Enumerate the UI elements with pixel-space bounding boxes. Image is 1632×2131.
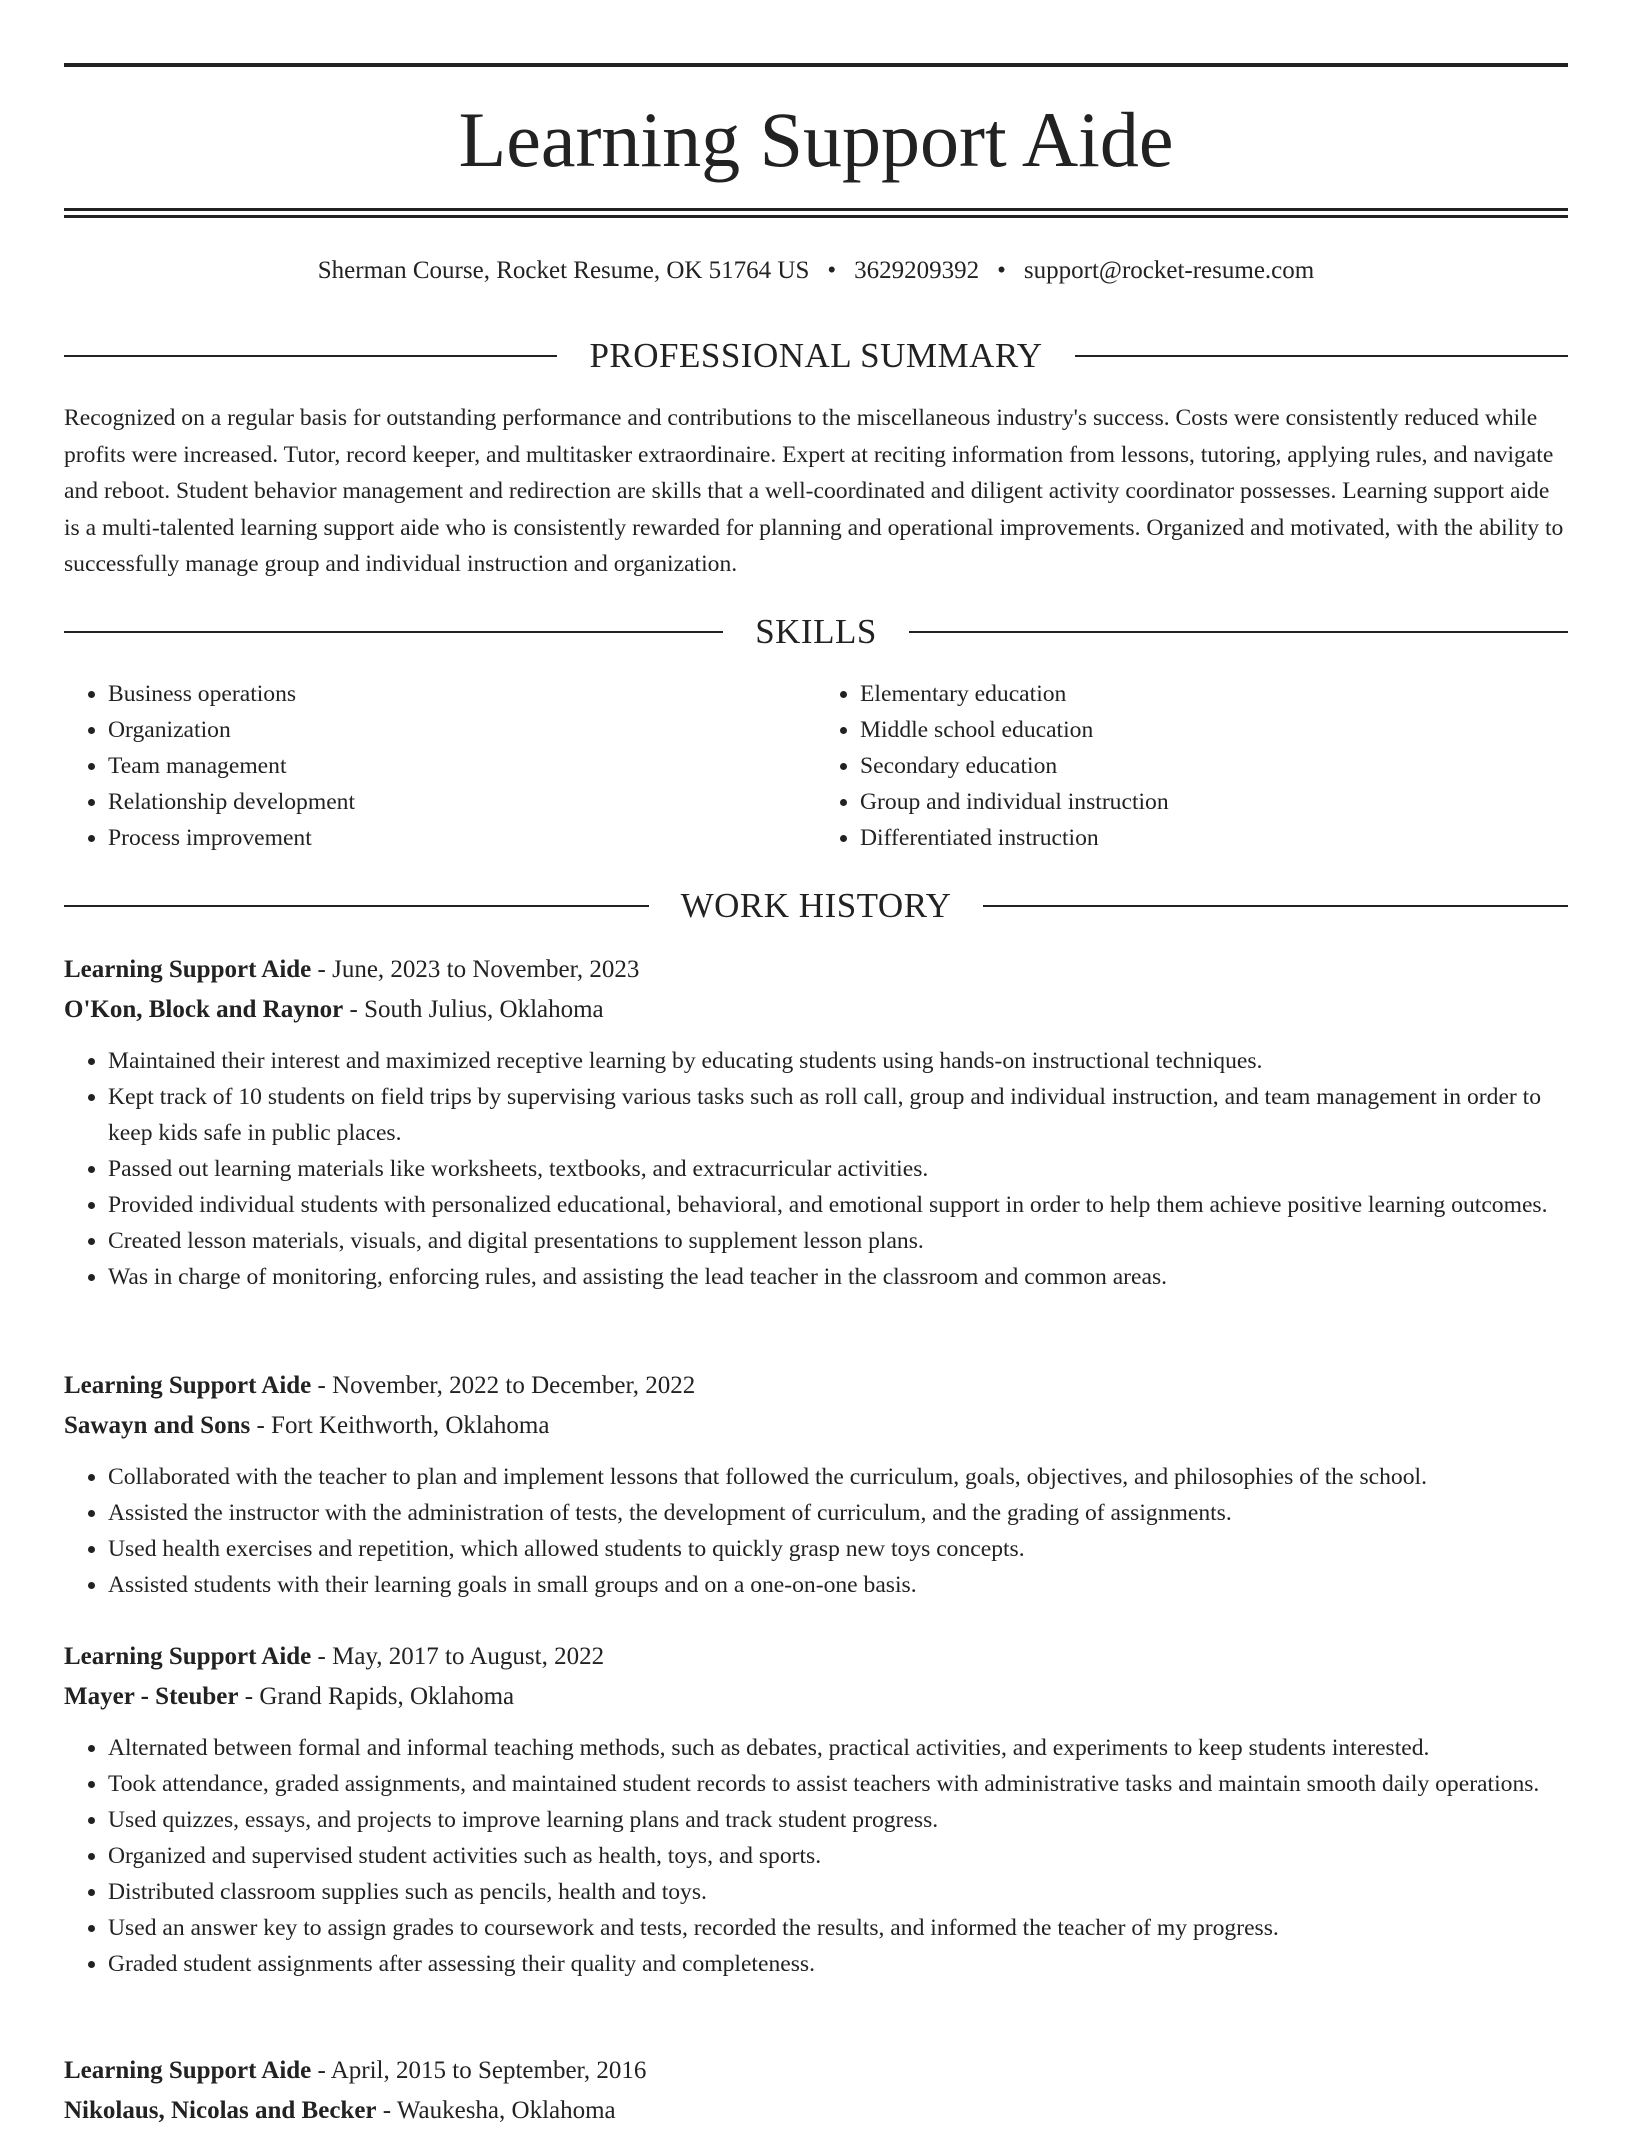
- job-entry: [64, 2051, 1568, 2131]
- summary-heading: [64, 336, 1568, 376]
- job-entry: [64, 1366, 1568, 1603]
- job-dash: -: [311, 2057, 331, 2084]
- job-title-line: [64, 1637, 1568, 1677]
- job-employer-line: [64, 990, 1568, 1030]
- job-dash: -: [311, 956, 333, 983]
- job-employer: Mayer - Steuber: [64, 1683, 239, 1710]
- skills-column-right: [816, 676, 1568, 856]
- skill-item: • Group and individual instruction: [860, 784, 1568, 820]
- contact-line: [64, 254, 1568, 288]
- skill-item: • Differentiated instruction: [860, 820, 1568, 856]
- job-title: Learning Support Aide: [64, 1643, 312, 1670]
- summary-heading-label: PROFESSIONAL SUMMARY: [589, 336, 1043, 375]
- job-employer: O'Kon, Block and Raynor: [64, 996, 344, 1023]
- job-employer-line: [64, 1406, 1568, 1446]
- job-bullet: • Maintained their interest and maximized receptive learning by educating students using hands-on instructional techniques.: [108, 1043, 1568, 1079]
- job-location: South Julius, Oklahoma: [364, 996, 604, 1023]
- skill-item: • Elementary education: [860, 676, 1568, 712]
- resume-page: [64, 0, 1568, 2124]
- job-bullet: • Used an answer key to assign grades to coursework and tests, recorded the results, and informed the teacher of my progress.: [108, 1910, 1568, 1946]
- job-employer: Sawayn and Sons: [64, 1412, 251, 1439]
- job-title: Learning Support Aide: [64, 956, 312, 983]
- job-title-line: [64, 950, 1568, 990]
- job-dates: April, 2015 to September, 2016: [330, 2057, 647, 2084]
- job-bullet: • Used quizzes, essays, and projects to improve learning plans and track student progress.: [108, 1802, 1568, 1838]
- work-heading-label: WORK HISTORY: [680, 886, 952, 925]
- job-title-line: [64, 2051, 1568, 2091]
- contact-address: Sherman Course, Rocket Resume, OK 51764 US: [317, 257, 810, 284]
- skill-item: • Process improvement: [108, 820, 816, 856]
- job-bullet: • Graded student assignments after assessing their quality and completeness.: [108, 1946, 1568, 1982]
- job-employer-line: [64, 2091, 1568, 2131]
- skill-item: • Team management: [108, 748, 816, 784]
- job-bullets: [64, 1459, 1568, 1603]
- job-location: Waukesha, Oklahoma: [396, 2097, 616, 2124]
- header-double-rule: [64, 208, 1568, 218]
- heading-rule-left: [64, 905, 649, 907]
- job-bullet: • Alternated between formal and informal teaching methods, such as debates, practical activities, and experiments to keep students interested.: [108, 1730, 1568, 1766]
- candidate-name: Learning Support Aide: [458, 96, 1174, 183]
- job-dash: -: [311, 1643, 333, 1670]
- heading-rule-left: [64, 355, 557, 357]
- contact-phone: 3629209392: [854, 257, 980, 284]
- skills-list: [64, 676, 1568, 856]
- skill-item: • Business operations: [108, 676, 816, 712]
- job-bullet: • Assisted the instructor with the administration of tests, the development of curriculum, and the grading of assignments.: [108, 1495, 1568, 1531]
- job-entry: [64, 1637, 1568, 1982]
- job-location: Grand Rapids, Oklahoma: [259, 1683, 515, 1710]
- job-bullet: • Kept track of 10 students on field trips by supervising various tasks such as roll call, group and individual instruction, and team management in order to keep kids safe in public places.: [108, 1079, 1568, 1151]
- job-dash: -: [343, 996, 365, 1023]
- skill-item: • Relationship development: [108, 784, 816, 820]
- heading-rule-right: [983, 905, 1568, 907]
- job-bullets: [64, 1730, 1568, 1982]
- work-heading: [64, 886, 1568, 926]
- job-bullet: • Assisted students with their learning goals in small groups and on a one-on-one basis.: [108, 1567, 1568, 1603]
- top-rule: [64, 63, 1568, 67]
- job-bullet: • Organized and supervised student activities such as health, toys, and sports.: [108, 1838, 1568, 1874]
- skill-item: • Secondary education: [860, 748, 1568, 784]
- job-bullets: [64, 1043, 1568, 1295]
- skill-item: • Middle school education: [860, 712, 1568, 748]
- job-bullet: • Used health exercises and repetition, which allowed students to quickly grasp new toys concepts.: [108, 1531, 1568, 1567]
- heading-rule-right: [1075, 355, 1568, 357]
- job-dates: May, 2017 to August, 2022: [332, 1643, 605, 1670]
- job-bullet: • Collaborated with the teacher to plan and implement lessons that followed the curriculum, goals, objectives, and philosophies of the school.: [108, 1459, 1568, 1495]
- job-bullet: • Was in charge of monitoring, enforcing rules, and assisting the lead teacher in the classroom and common areas.: [108, 1259, 1568, 1295]
- contact-separator: •: [997, 257, 1006, 284]
- job-dash: -: [311, 1372, 333, 1399]
- job-title-line: [64, 1366, 1568, 1406]
- job-bullet: • Passed out learning materials like worksheets, textbooks, and extracurricular activities.: [108, 1151, 1568, 1187]
- job-dash: -: [238, 1683, 260, 1710]
- job-dates: November, 2022 to December, 2022: [332, 1372, 696, 1399]
- contact-email: support@rocket-resume.com: [1023, 257, 1315, 284]
- heading-rule-left: [64, 631, 723, 633]
- job-bullet: • Created lesson materials, visuals, and digital presentations to supplement lesson plans.: [108, 1223, 1568, 1259]
- skills-heading: [64, 612, 1568, 652]
- skill-item: • Organization: [108, 712, 816, 748]
- skills-column-left: [64, 676, 816, 856]
- skills-heading-label: SKILLS: [755, 612, 877, 651]
- job-employer-line: [64, 1677, 1568, 1717]
- job-location: Fort Keithworth, Oklahoma: [271, 1412, 550, 1439]
- contact-separator: •: [827, 257, 837, 284]
- job-employer: Nikolaus, Nicolas and Becker: [64, 2097, 377, 2124]
- summary-text: Recognized on a regular basis for outstanding performance and contributions to the miscellaneous industry's success. Costs were consistently reduced while profits were increased. Tutor, record keeper, and multitasker extraordinaire. Expert at reciting information from lessons, tutoring, applying rules, and navigate and reboot. Student behavior management and redirection are skills that a well-coordinated and diligent activity coordinator possesses. Learning support aide is a multi-talented learning support aide who is consistently rewarded for planning and operational improvements. Organized and motivated, with the ability to successfully manage group and individual instruction and organization.: [64, 405, 1564, 577]
- job-bullet: • Took attendance, graded assignments, and maintained student records to assist teachers with administrative tasks and maintain smooth daily operations.: [108, 1766, 1568, 1802]
- job-bullet: • Provided individual students with personalized educational, behavioral, and emotional support in order to help them achieve positive learning outcomes.: [108, 1187, 1568, 1223]
- job-bullet: • Distributed classroom supplies such as pencils, health and toys.: [108, 1874, 1568, 1910]
- heading-rule-right: [909, 631, 1568, 633]
- job-dash: -: [376, 2097, 397, 2124]
- job-title: Learning Support Aide: [64, 1372, 312, 1399]
- job-title: Learning Support Aide: [64, 2057, 312, 2084]
- job-dates: June, 2023 to November, 2023: [332, 956, 640, 983]
- job-entry: [64, 950, 1568, 1295]
- job-dash: -: [250, 1412, 272, 1439]
